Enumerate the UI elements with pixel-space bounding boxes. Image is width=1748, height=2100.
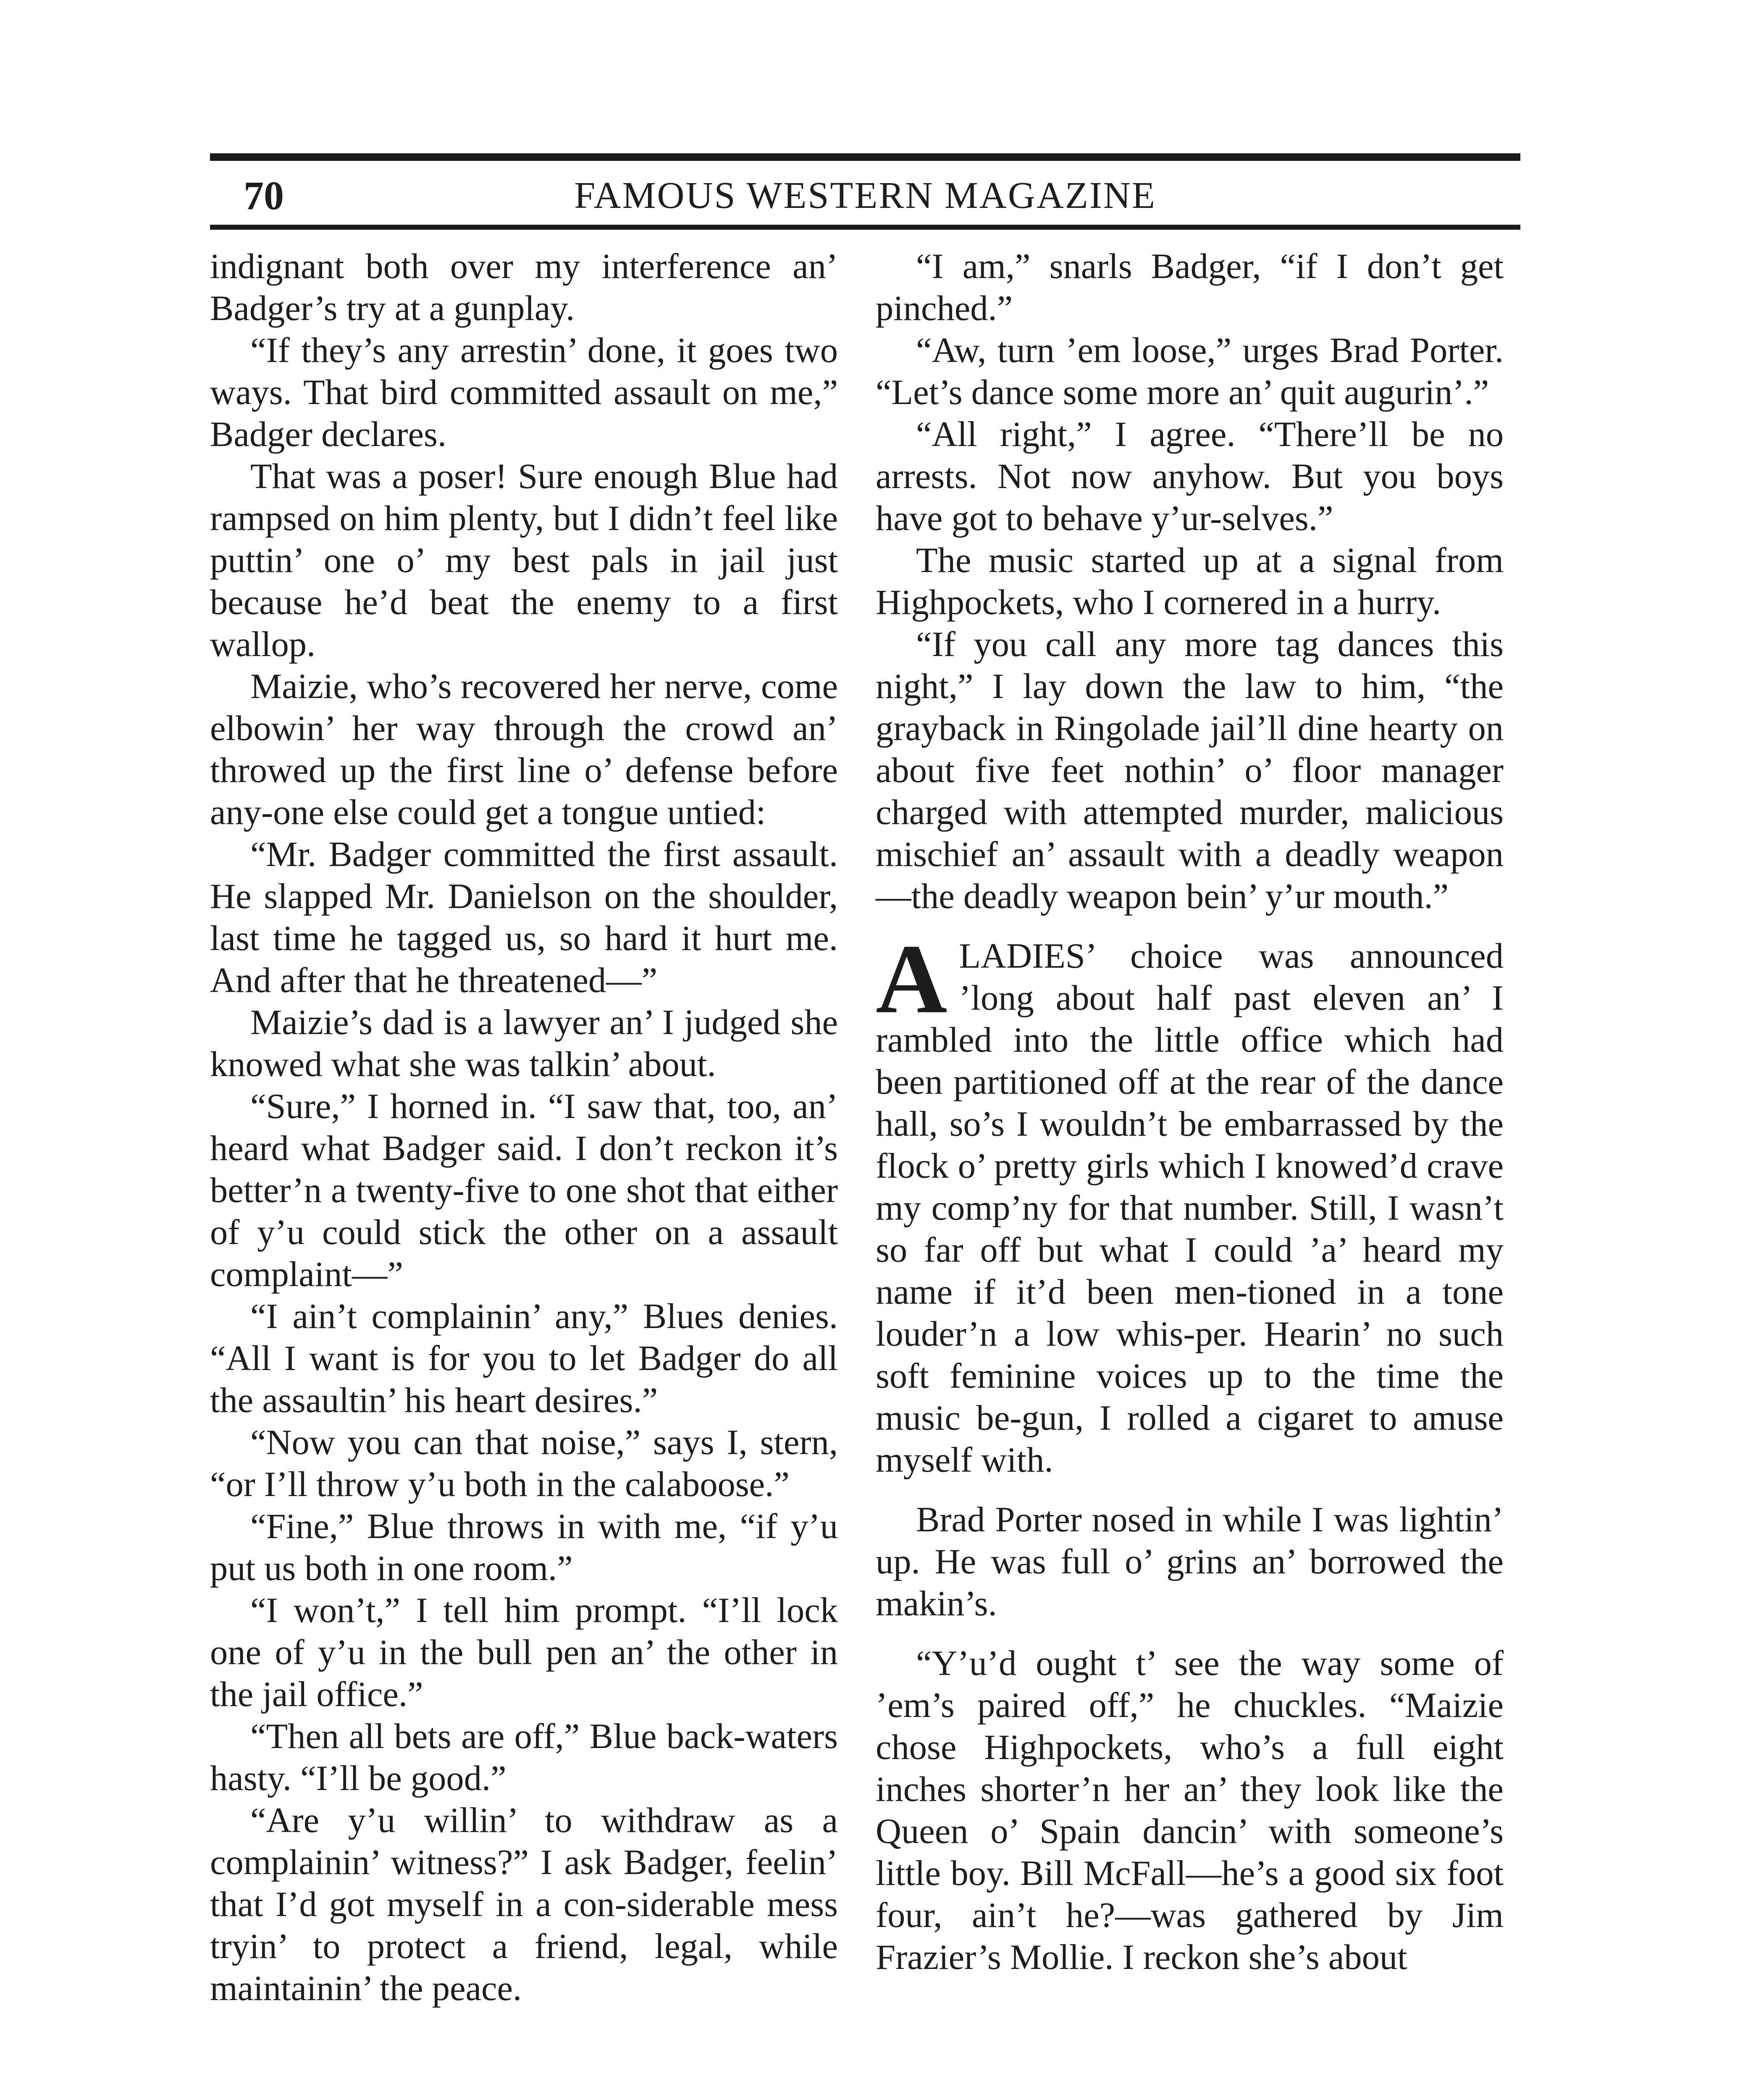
paragraph: “Aw, turn ’em loose,” urges Brad Porter. “Let’s dance some more an’ quit augurin’.” [876, 331, 1504, 412]
paragraph: “If they’s any arrestin’ done, it goes two ways. That bird committed assault on me,” Badger declares. [210, 331, 838, 454]
left-column [210, 246, 838, 2010]
paragraph: “Mr. Badger committed the first assault. He slapped Mr. Danielson on the shoulder, last time he tagged us, so hard it hurt me. And after that he threatened—” [210, 835, 838, 1000]
header-rule-top [210, 153, 1520, 161]
section-break-paragraph [876, 924, 1504, 1481]
paragraph: “Are y’u willin’ to withdraw as a complainin’ witness?” I ask Badger, feelin’ that I’d got myself in a con-siderable mess tryin’ to protect a friend, legal, while maintainin’ the peace. [210, 1801, 838, 2008]
paragraph: “I ain’t complainin’ any,” Blues denies. “All I want is for you to let Badger do all the assaultin’ his heart desires.” [210, 1297, 838, 1420]
paragraph: “I won’t,” I tell him prompt. “I’ll lock one of y’u in the bull pen an’ the other in the jail office.” [210, 1591, 838, 1714]
drop-cap: A [876, 924, 947, 1034]
paragraph: “Y’u’d ought t’ see the way some of ’em’s paired off,” he chuckles. “Maizie chose Highpockets, who’s a full eight inches shorter’n her an’ they look like the Queen o’ Spain dancin’ with someone’s little boy. Bill McFall—he’s a good six foot four, ain’t he?—was gathered by Jim Frazier’s Mollie. I reckon she’s about [876, 1644, 1504, 1977]
paragraph: “If you call any more tag dances this night,” I lay down the law to him, “the grayback in Ringolade jail’ll dine hearty on about five feet nothin’ o’ floor manager charged with attempted murder, malicious mischief an’ assault with a deadly weapon—the deadly weapon bein’ y’ur mouth.” [876, 625, 1504, 916]
paragraph: “I am,” snarls Badger, “if I don’t get pinched.” [876, 247, 1504, 328]
right-column [876, 246, 1504, 1979]
paragraph: indignant both over my interference an’ Badger’s try at a gunplay. [210, 247, 838, 328]
paragraph: “All right,” I agree. “There’ll be no arrests. Not now anyhow. But you boys have got to behave y’ur-selves.” [876, 415, 1504, 538]
paragraph: Maizie, who’s recovered her nerve, come elbowin’ her way through the crowd an’ throwed up the first line o’ defense before any-one else could get a tongue untied: [210, 667, 838, 832]
header-rule-bottom [210, 225, 1520, 230]
page-header [210, 165, 1520, 223]
running-head-title: FAMOUS WESTERN MAGAZINE [574, 175, 1156, 216]
dropcap-paragraph-text: LADIES’ choice was announced ’long about half past eleven an’ I rambled into the little office which had been partitioned off at the rear of the dance hall, so’s I wouldn’t be embarrassed by the flock o’ pretty girls which I knowed’d crave my comp’ny for that number. Still, I wasn’t so far off but what I could ’a’ heard my name if it’d been men-tioned in a tone louder’n a low whis-per. Hearin’ no such soft feminine voices up to the time the music be-gun, I rolled a cigaret to amuse myself with. [876, 937, 1504, 1480]
paragraph: “Sure,” I horned in. “I saw that, too, an’ heard what Badger said. I don’t reckon it’s better’n a twenty-five to one shot that either of y’u could stick the other on a assault complaint—” [210, 1087, 838, 1294]
page-number: 70 [244, 173, 284, 218]
paragraph: The music started up at a signal from Highpockets, who I cornered in a hurry. [876, 541, 1504, 622]
paragraph: Brad Porter nosed in while I was lightin’ up. He was full o’ grins an’ borrowed the makin’s. [876, 1500, 1504, 1623]
paragraph: “Now you can that noise,” says I, stern, “or I’ll throw y’u both in the calaboose.” [210, 1423, 838, 1504]
paragraph: “Fine,” Blue throws in with me, “if y’u put us both in one room.” [210, 1507, 838, 1588]
paragraph: That was a poser! Sure enough Blue had rampsed on him plenty, but I didn’t feel like puttin’ one o’ my best pals in jail just because he’d beat the enemy to a first wallop. [210, 457, 838, 664]
paragraph: “Then all bets are off,” Blue back-waters hasty. “I’ll be good.” [210, 1717, 838, 1798]
paragraph: Maizie’s dad is a lawyer an’ I judged she knowed what she was talkin’ about. [210, 1003, 838, 1084]
